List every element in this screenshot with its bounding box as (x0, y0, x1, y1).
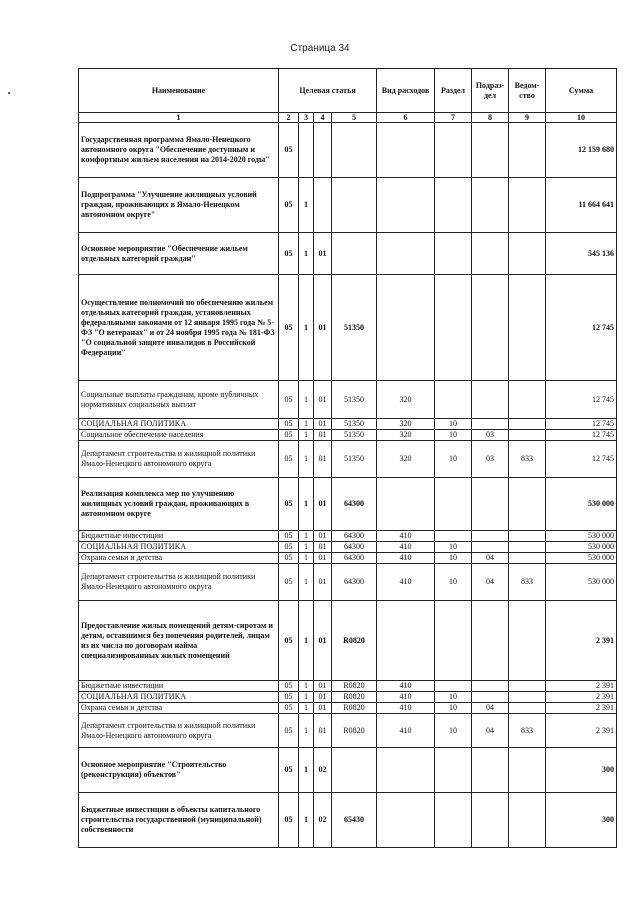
cell-department: 833 (509, 441, 546, 478)
cell-activity: 01 (314, 692, 332, 703)
cell-expense-type (377, 233, 435, 275)
cell-department (509, 703, 546, 714)
cell-section: 10 (435, 564, 472, 601)
cell-activity: 02 (314, 748, 332, 793)
cell-direction (332, 178, 377, 233)
cell-program: 05 (279, 275, 299, 381)
cell-program: 05 (279, 748, 299, 793)
cell-direction: 51350 (332, 441, 377, 478)
cell-expense-type (377, 748, 435, 793)
cell-sum: 530 000 (546, 478, 617, 531)
cell-expense-type: 410 (377, 564, 435, 601)
cell-section (435, 531, 472, 542)
table-row (79, 564, 617, 601)
cell-activity: 01 (314, 601, 332, 681)
cell-subprogram: 1 (299, 601, 314, 681)
cell-expense-type: 410 (377, 714, 435, 748)
cell-section (435, 748, 472, 793)
table-row (79, 430, 617, 441)
cell-sum: 530 000 (546, 553, 617, 564)
cell-department (509, 233, 546, 275)
cell-program: 05 (279, 564, 299, 601)
table-row (79, 478, 617, 531)
cell-expense-type (377, 478, 435, 531)
cell-subprogram: 1 (299, 793, 314, 848)
cell-sum: 545 136 (546, 233, 617, 275)
row-name: Основное мероприятие "Обеспечение жильем отдельных категорий граждан" (79, 233, 279, 275)
cell-subprogram: 1 (299, 178, 314, 233)
cell-subprogram: 1 (299, 430, 314, 441)
row-name: Охрана семьи и детства (79, 553, 279, 564)
table-row (79, 714, 617, 748)
cell-subprogram: 1 (299, 681, 314, 692)
cell-direction: R0820 (332, 601, 377, 681)
cell-direction: R0820 (332, 703, 377, 714)
cell-subsection (472, 601, 509, 681)
table-row (79, 178, 617, 233)
cell-subsection (472, 275, 509, 381)
cell-subsection (472, 123, 509, 178)
cell-sum: 12 745 (546, 430, 617, 441)
cell-program: 05 (279, 793, 299, 848)
cell-program: 05 (279, 542, 299, 553)
cell-activity: 01 (314, 419, 332, 430)
cell-section (435, 793, 472, 848)
col-number: 9 (509, 113, 546, 123)
cell-section (435, 123, 472, 178)
cell-section: 10 (435, 542, 472, 553)
cell-subsection (472, 233, 509, 275)
cell-expense-type: 410 (377, 681, 435, 692)
cell-subprogram: 1 (299, 703, 314, 714)
cell-subprogram: 1 (299, 275, 314, 381)
cell-department (509, 381, 546, 419)
cell-activity: 01 (314, 681, 332, 692)
cell-expense-type: 410 (377, 553, 435, 564)
cell-section: 10 (435, 430, 472, 441)
row-name: Бюджетные инвестиции в объекты капитального строительства государственной (муниципальной) собственности (79, 793, 279, 848)
cell-subsection (472, 419, 509, 430)
table-row (79, 681, 617, 692)
cell-subprogram: 1 (299, 381, 314, 419)
table-row (79, 123, 617, 178)
cell-department (509, 531, 546, 542)
scan-speck (8, 92, 10, 94)
cell-section (435, 178, 472, 233)
cell-program: 05 (279, 430, 299, 441)
cell-section: 10 (435, 441, 472, 478)
cell-subprogram (299, 123, 314, 178)
cell-sum: 2 391 (546, 703, 617, 714)
row-name: Государственная программа Ямало-Ненецкого автономного округа "Обеспечение доступным и комфортным жильем населения на 2014-2020 годы" (79, 123, 279, 178)
row-name: Департамент строительства и жилищной политики Ямало-Ненецкого автономного округа (79, 564, 279, 601)
cell-expense-type: 320 (377, 419, 435, 430)
cell-program: 05 (279, 601, 299, 681)
cell-subprogram: 1 (299, 233, 314, 275)
cell-activity: 01 (314, 430, 332, 441)
cell-sum: 11 664 641 (546, 178, 617, 233)
cell-section (435, 478, 472, 531)
cell-section: 10 (435, 692, 472, 703)
col-number: 1 (79, 113, 279, 123)
cell-program: 05 (279, 714, 299, 748)
table-row (79, 553, 617, 564)
cell-department (509, 178, 546, 233)
cell-direction: 51350 (332, 419, 377, 430)
cell-activity: 01 (314, 478, 332, 531)
page-number-label: Страница 34 (290, 43, 350, 54)
cell-activity: 01 (314, 441, 332, 478)
cell-department (509, 553, 546, 564)
cell-sum: 300 (546, 748, 617, 793)
row-name: Основное мероприятие "Строительство (реконструкция) объектов" (79, 748, 279, 793)
cell-section: 10 (435, 714, 472, 748)
cell-program: 05 (279, 681, 299, 692)
col-number: 5 (332, 113, 377, 123)
cell-subsection: 04 (472, 703, 509, 714)
cell-section (435, 601, 472, 681)
cell-sum: 12 745 (546, 275, 617, 381)
cell-subsection (472, 748, 509, 793)
cell-section: 10 (435, 703, 472, 714)
cell-department: 833 (509, 714, 546, 748)
cell-subprogram: 1 (299, 553, 314, 564)
cell-activity: 01 (314, 381, 332, 419)
cell-expense-type (377, 123, 435, 178)
row-name: Предоставление жилых помещений детям-сиротам и детям, оставшимся без попечения родителей, лицам из их числа по договорам найма специализированных жилых помещений (79, 601, 279, 681)
cell-direction: 64300 (332, 478, 377, 531)
table-row (79, 601, 617, 681)
cell-expense-type: 410 (377, 542, 435, 553)
cell-subprogram: 1 (299, 714, 314, 748)
cell-activity: 01 (314, 553, 332, 564)
cell-subprogram: 1 (299, 531, 314, 542)
cell-direction: 64300 (332, 553, 377, 564)
cell-activity: 02 (314, 793, 332, 848)
header-expense-type: Вид расходов (377, 69, 435, 113)
cell-sum: 530 000 (546, 564, 617, 601)
cell-sum: 300 (546, 793, 617, 848)
cell-program: 05 (279, 531, 299, 542)
col-number: 6 (377, 113, 435, 123)
cell-department (509, 692, 546, 703)
cell-section (435, 381, 472, 419)
cell-subprogram: 1 (299, 692, 314, 703)
cell-program: 05 (279, 178, 299, 233)
table-row (79, 703, 617, 714)
row-name: СОЦИАЛЬНАЯ ПОЛИТИКА (79, 542, 279, 553)
cell-subsection (472, 178, 509, 233)
table-row (79, 381, 617, 419)
cell-subsection (472, 531, 509, 542)
table-row (79, 531, 617, 542)
cell-sum: 2 391 (546, 601, 617, 681)
cell-activity (314, 178, 332, 233)
cell-expense-type (377, 793, 435, 848)
cell-department (509, 419, 546, 430)
cell-subsection: 03 (472, 430, 509, 441)
cell-subsection (472, 692, 509, 703)
cell-department (509, 542, 546, 553)
header-section: Раздел (435, 69, 472, 113)
table-row (79, 748, 617, 793)
cell-sum: 12 745 (546, 381, 617, 419)
cell-section: 10 (435, 419, 472, 430)
cell-program: 05 (279, 553, 299, 564)
table-row (79, 419, 617, 430)
cell-expense-type: 320 (377, 441, 435, 478)
cell-sum: 2 391 (546, 681, 617, 692)
cell-expense-type: 320 (377, 381, 435, 419)
cell-direction: 51350 (332, 275, 377, 381)
cell-program: 05 (279, 692, 299, 703)
cell-subsection: 04 (472, 564, 509, 601)
row-name: Департамент строительства и жилищной политики Ямало-Ненецкого автономного округа (79, 714, 279, 748)
cell-activity (314, 123, 332, 178)
cell-subprogram: 1 (299, 478, 314, 531)
header-name: Наименование (79, 69, 279, 113)
table-row (79, 793, 617, 848)
table-row (79, 441, 617, 478)
row-name: Реализация комплекса мер по улучшению жилищных условий граждан, проживающих в автономном округе (79, 478, 279, 531)
cell-direction: R0820 (332, 692, 377, 703)
table-row (79, 275, 617, 381)
cell-activity: 01 (314, 275, 332, 381)
cell-program: 05 (279, 441, 299, 478)
row-name: Охрана семьи и детства (79, 703, 279, 714)
cell-sum: 530 000 (546, 542, 617, 553)
cell-department (509, 430, 546, 441)
cell-department (509, 793, 546, 848)
table-header-row (79, 69, 617, 113)
cell-subprogram: 1 (299, 564, 314, 601)
cell-activity: 01 (314, 233, 332, 275)
cell-program: 05 (279, 419, 299, 430)
budget-table (78, 68, 617, 848)
row-name: Департамент строительства и жилищной политики Ямало-Ненецкого автономного округа (79, 441, 279, 478)
cell-expense-type: 410 (377, 692, 435, 703)
cell-subsection (472, 793, 509, 848)
cell-activity: 01 (314, 542, 332, 553)
cell-department: 833 (509, 564, 546, 601)
row-name: СОЦИАЛЬНАЯ ПОЛИТИКА (79, 419, 279, 430)
cell-department (509, 601, 546, 681)
cell-expense-type: 410 (377, 531, 435, 542)
row-name: Бюджетные инвестиции (79, 531, 279, 542)
cell-activity: 01 (314, 531, 332, 542)
cell-program: 05 (279, 478, 299, 531)
cell-section (435, 681, 472, 692)
col-number: 4 (314, 113, 332, 123)
cell-subsection (472, 681, 509, 692)
cell-activity: 01 (314, 714, 332, 748)
cell-subprogram: 1 (299, 419, 314, 430)
cell-sum: 12 745 (546, 441, 617, 478)
row-name: Бюджетные инвестиции (79, 681, 279, 692)
cell-subsection: 03 (472, 441, 509, 478)
cell-subsection (472, 478, 509, 531)
cell-department (509, 275, 546, 381)
cell-program: 05 (279, 703, 299, 714)
row-name: Социальные выплаты гражданам, кроме публичных нормативных социальных выплат (79, 381, 279, 419)
header-subsection: Подраз-дел (472, 69, 509, 113)
cell-sum: 2 391 (546, 692, 617, 703)
cell-subsection: 04 (472, 714, 509, 748)
cell-expense-type (377, 178, 435, 233)
cell-expense-type (377, 275, 435, 381)
cell-direction: R0820 (332, 681, 377, 692)
row-name: Подпрограмма "Улучшение жилищных условий граждан, проживающих в Ямало-Ненецком автономном округе" (79, 178, 279, 233)
header-target-article: Целевая статья (279, 69, 377, 113)
cell-subsection: 04 (472, 553, 509, 564)
cell-direction: 64300 (332, 542, 377, 553)
table-row (79, 233, 617, 275)
cell-subprogram: 1 (299, 748, 314, 793)
cell-section: 10 (435, 553, 472, 564)
row-name: СОЦИАЛЬНАЯ ПОЛИТИКА (79, 692, 279, 703)
cell-subprogram: 1 (299, 542, 314, 553)
cell-direction: 51350 (332, 430, 377, 441)
cell-expense-type (377, 601, 435, 681)
row-name: Социальное обеспечение населения (79, 430, 279, 441)
cell-department (509, 478, 546, 531)
column-number-row (79, 113, 617, 123)
header-sum: Сумма (546, 69, 617, 113)
cell-sum: 12 159 680 (546, 123, 617, 178)
col-number: 2 (279, 113, 299, 123)
cell-expense-type: 320 (377, 430, 435, 441)
cell-activity: 01 (314, 564, 332, 601)
cell-direction (332, 748, 377, 793)
cell-sum: 530 000 (546, 531, 617, 542)
cell-subsection (472, 542, 509, 553)
cell-sum: 2 391 (546, 714, 617, 748)
cell-department (509, 123, 546, 178)
col-number: 8 (472, 113, 509, 123)
header-department: Ведом-ство (509, 69, 546, 113)
cell-direction: 51350 (332, 381, 377, 419)
cell-direction: R0820 (332, 714, 377, 748)
table-row (79, 542, 617, 553)
row-name: Осуществление полномочий по обеспечению жильем отдельных категорий граждан, установленных федеральными законами от 12 января 1995 года № 5-ФЗ "О ветеранах" и от 24 ноября 1995 года № 181-ФЗ "О социальной защите инвалидов в Российской Федерации" (79, 275, 279, 381)
cell-activity: 01 (314, 703, 332, 714)
cell-program: 05 (279, 381, 299, 419)
cell-direction (332, 233, 377, 275)
cell-department (509, 681, 546, 692)
cell-section (435, 275, 472, 381)
cell-expense-type: 410 (377, 703, 435, 714)
cell-subsection (472, 381, 509, 419)
col-number: 10 (546, 113, 617, 123)
cell-subprogram: 1 (299, 441, 314, 478)
cell-direction (332, 123, 377, 178)
col-number: 7 (435, 113, 472, 123)
cell-sum: 12 745 (546, 419, 617, 430)
table-row (79, 692, 617, 703)
cell-direction: 65430 (332, 793, 377, 848)
cell-program: 05 (279, 233, 299, 275)
cell-direction: 64300 (332, 531, 377, 542)
cell-section (435, 233, 472, 275)
cell-program: 05 (279, 123, 299, 178)
cell-direction: 64300 (332, 564, 377, 601)
cell-department (509, 748, 546, 793)
col-number: 3 (299, 113, 314, 123)
